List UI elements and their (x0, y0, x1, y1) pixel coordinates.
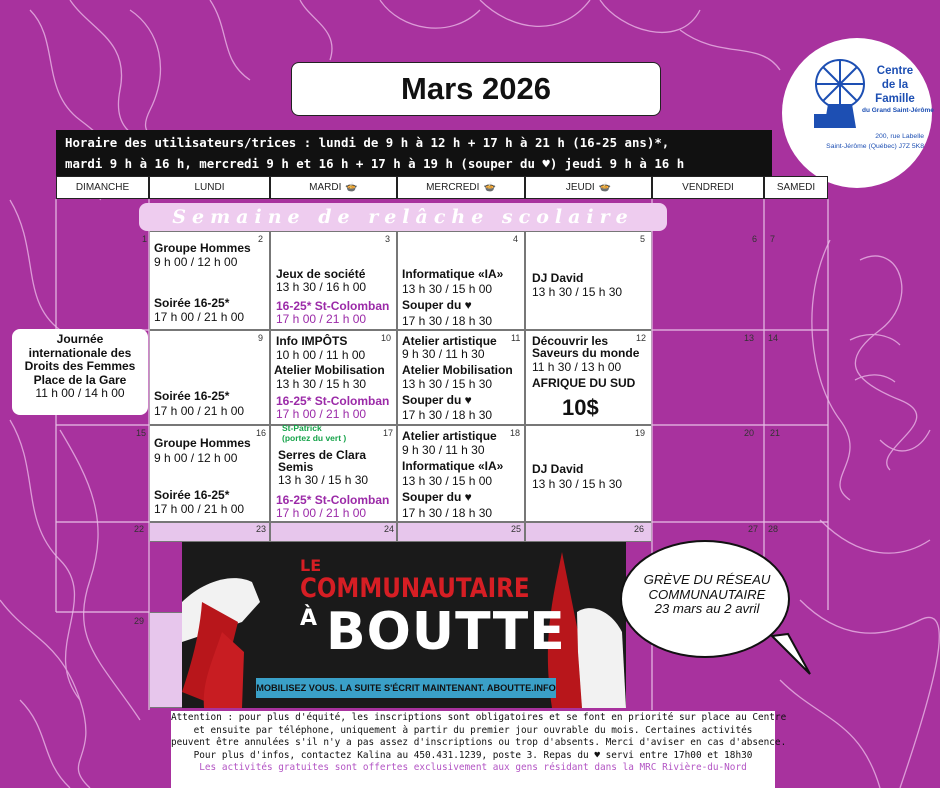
footer-line-2: et ensuite par téléphone, uniquement à partir du premier jour ouvrable du mois. Certaines activités (193, 724, 753, 736)
date-number: 2 (258, 234, 264, 244)
soup-bowl-icon: 🍲 (345, 182, 358, 193)
date-number: 6 (752, 234, 758, 244)
poster-line-3: À (300, 606, 318, 631)
date-number: 28 (768, 524, 779, 534)
logo-line-1: Centre (876, 65, 914, 77)
event-name: Droits des Femmes (24, 359, 136, 373)
event-title (532, 347, 639, 360)
event-time: 13 h 30 / 16 h 00 (276, 280, 367, 294)
womens-day-line (12, 347, 148, 361)
event-title (402, 268, 503, 281)
event-time: 13 h 30 / 15 h 30 (278, 473, 369, 487)
footer-line-5: Les activités gratuites sont offertes exclusivement aux gens résidant dans la MRC Rivière-du-Nord (199, 762, 747, 774)
event-title (532, 463, 583, 476)
event-title (402, 364, 513, 377)
date-number: 21 (770, 428, 781, 438)
date-number: 9 (258, 333, 264, 343)
event-time: 9 h 00 / 12 h 00 (154, 451, 238, 465)
event-time: 9 h 00 / 12 h 00 (154, 255, 238, 269)
date-number: 26 (634, 524, 645, 534)
event-name: Groupe Hommes (154, 436, 251, 450)
event-name: Semis (278, 460, 314, 474)
event-time: 13 h 30 / 15 h 30 (532, 477, 623, 491)
logo-address-2: Saint-Jérôme (Québec) J7Z 5K8 (826, 143, 924, 150)
event-name: DJ David (532, 462, 584, 476)
event-name: Atelier artistique (402, 334, 497, 348)
footer-line-1: Attention : pour plus d'équité, les inscriptions sont obligatoires et se font en priorité sur place au Centre (171, 712, 787, 723)
event-title (154, 489, 229, 502)
event-time: 17 h 30 / 18 h 30 (402, 506, 493, 520)
event-time: 11 h 00 / 14 h 00 (35, 386, 125, 400)
womens-day-line (12, 333, 148, 347)
relache-banner: Semaine de relâche scolaire (139, 203, 667, 231)
event-name: Souper du ♥ (402, 490, 472, 504)
event-title (274, 364, 385, 377)
womens-day-line (12, 360, 148, 374)
event-name: Découvrir les (532, 334, 609, 348)
event-title (154, 390, 229, 403)
header-label: LUNDI (194, 182, 225, 193)
event-name: AFRIQUE DU SUD (532, 376, 636, 390)
date-number: 17 (383, 428, 394, 438)
event-time: 13 h 30 / 15 h 30 (532, 285, 623, 299)
event-name: Atelier Mobilisation (274, 363, 385, 377)
page-title: Mars 2026 (291, 62, 661, 116)
event-name: Atelier artistique (402, 429, 497, 443)
bubble-line-3: 23 mars au 2 avril (654, 601, 760, 616)
event-time: 17 h 00 / 21 h 00 (276, 506, 367, 520)
event-time: 13 h 30 / 15 h 30 (276, 377, 367, 391)
event-title (276, 335, 347, 348)
hours-line-1: Horaire des utilisateurs/trices : lundi de 9 h à 12 h + 17 h à 21 h (16-25 ans)*, (65, 135, 670, 150)
event-name: Jeux de société (276, 267, 366, 281)
header-label: JEUDI (565, 182, 595, 193)
event-time: 17 h 00 / 21 h 00 (154, 502, 245, 516)
date-number: 19 (635, 428, 646, 438)
event-name: Soirée 16-25* (154, 296, 230, 310)
womens-day-box (12, 329, 148, 415)
strike-bubble-text (630, 573, 784, 617)
event-time: 9 h 30 / 11 h 30 (402, 347, 485, 361)
event-name: Informatique «IA» (402, 267, 504, 281)
logo-line-4: du Grand Saint-Jérôme (862, 107, 934, 114)
event-name: Atelier Mobilisation (402, 363, 513, 377)
logo-line-3: Famille (875, 93, 915, 105)
date-number: 7 (770, 234, 776, 244)
event-name: Info IMPÔTS (276, 334, 348, 348)
date-number: 27 (748, 524, 759, 534)
event-time: 9 h 30 / 11 h 30 (402, 443, 485, 457)
event-name: 16-25* St-Colomban (276, 394, 390, 408)
logo-address-1: 200, rue Labelle (875, 133, 924, 140)
event-time: 17 h 00 / 21 h 00 (276, 312, 367, 326)
event-name: Informatique «IA» (402, 459, 504, 473)
event-name: Souper du ♥ (402, 393, 472, 407)
event-title (402, 394, 472, 407)
event-title (402, 491, 472, 504)
event-title (532, 272, 583, 285)
event-time: 13 h 30 / 15 h 00 (402, 474, 493, 488)
event-name: Saveurs du monde (532, 346, 640, 360)
date-number: 1 (142, 234, 148, 244)
poster-line-4: BOUTTE (326, 602, 566, 662)
event-title (154, 437, 251, 450)
event-time: 10 h 00 / 11 h 00 (276, 348, 366, 362)
event-title (402, 460, 503, 473)
header-label: SAMEDI (776, 182, 816, 193)
st-patrick-note: (portez du vert ) (282, 433, 347, 443)
soup-bowl-icon: 🍲 (598, 182, 612, 193)
event-name: 16-25* St-Colomban (276, 299, 390, 313)
header-label: MARDI (309, 182, 342, 193)
logo-line-2: de la (881, 79, 909, 91)
hours-line-2: mardi 9 h à 16 h, mercredi 9 h et 16 h + 17 h à 19 h (souper du ♥) jeudi 9 h à 16 h (65, 156, 685, 171)
event-time: 13 h 30 / 15 h 30 (402, 377, 493, 391)
date-number: 23 (256, 524, 267, 534)
event-title (402, 299, 472, 312)
event-name: Place de la Gare (33, 372, 127, 387)
header-label: MERCREDI (426, 182, 480, 193)
date-number: 10 (381, 333, 392, 343)
date-number: 16 (256, 428, 267, 438)
event-name: Soirée 16-25* (154, 389, 230, 403)
womens-day-line (12, 374, 148, 388)
price-value: 10$ (562, 395, 599, 420)
event-title (154, 242, 251, 255)
date-number: 3 (385, 234, 391, 244)
date-number: 29 (134, 616, 145, 626)
event-title (532, 377, 635, 390)
event-name: 16-25* St-Colomban (276, 493, 390, 507)
event-time: 17 h 00 / 21 h 00 (154, 404, 245, 418)
footer-line-4: Pour plus d'infos, contactez Kalina au 450.431.1239, poste 3. Repas du ♥ servi entre 17h00 et 18h30 (193, 749, 753, 761)
bubble-line-2: COMMUNAUTAIRE (648, 586, 766, 602)
event-title (154, 297, 229, 310)
event-time: 17 h 30 / 18 h 30 (402, 314, 493, 328)
date-number: 20 (744, 428, 755, 438)
date-number: 18 (510, 428, 521, 438)
event-name: Serres de Clara (278, 448, 367, 462)
bubble-line-1: GRÈVE DU RÉSEAU (643, 572, 771, 587)
header-label: VENDREDI (682, 182, 734, 193)
event-time: 17 h 30 / 18 h 30 (402, 408, 493, 422)
event-name: Soirée 16-25* (154, 488, 230, 502)
event-name: DJ David (532, 271, 584, 285)
date-number: 15 (136, 428, 147, 438)
date-number: 13 (744, 333, 755, 343)
date-number: 12 (636, 333, 647, 343)
header-label: DIMANCHE (75, 182, 130, 193)
speech-bubble-tail-icon (770, 630, 820, 680)
date-number: 11 (511, 333, 521, 343)
date-number: 14 (768, 333, 779, 343)
date-number: 22 (134, 524, 145, 534)
date-number: 25 (511, 524, 522, 534)
st-patrick-label: St-Patrick (282, 423, 322, 433)
poster-banner: MOBILISEZ VOUS. LA SUITE S'ÉCRIT MAINTENANT. ABOUTTE.INFO (256, 678, 556, 698)
event-time: 17 h 00 / 21 h 00 (154, 310, 245, 324)
poster-line-2: COMMUNAUTAIRE (300, 574, 530, 604)
event-name: Groupe Hommes (154, 241, 251, 255)
event-price (562, 396, 599, 420)
event-time: 13 h 30 / 15 h 00 (402, 282, 493, 296)
event-title (402, 430, 497, 443)
soup-bowl-icon: 🍲 (483, 182, 496, 193)
footer-notice (171, 711, 787, 788)
strike-poster (182, 542, 626, 708)
event-time: 17 h 00 / 21 h 00 (276, 407, 367, 421)
event-name: internationale des (28, 345, 132, 360)
event-time: 11 h 30 / 13 h 00 (532, 360, 622, 374)
date-number: 24 (384, 524, 395, 534)
event-name: Journée (56, 332, 104, 346)
event-name: Souper du ♥ (402, 298, 472, 312)
date-number: 5 (640, 234, 646, 244)
footer-line-3: peuvent être annulées s'il n'y a pas assez d'inscriptions ou trop d'absents. Merci d'aviser en cas d'absence. (171, 737, 787, 749)
date-number: 4 (513, 234, 519, 244)
poster-line-1: LE (300, 556, 322, 575)
